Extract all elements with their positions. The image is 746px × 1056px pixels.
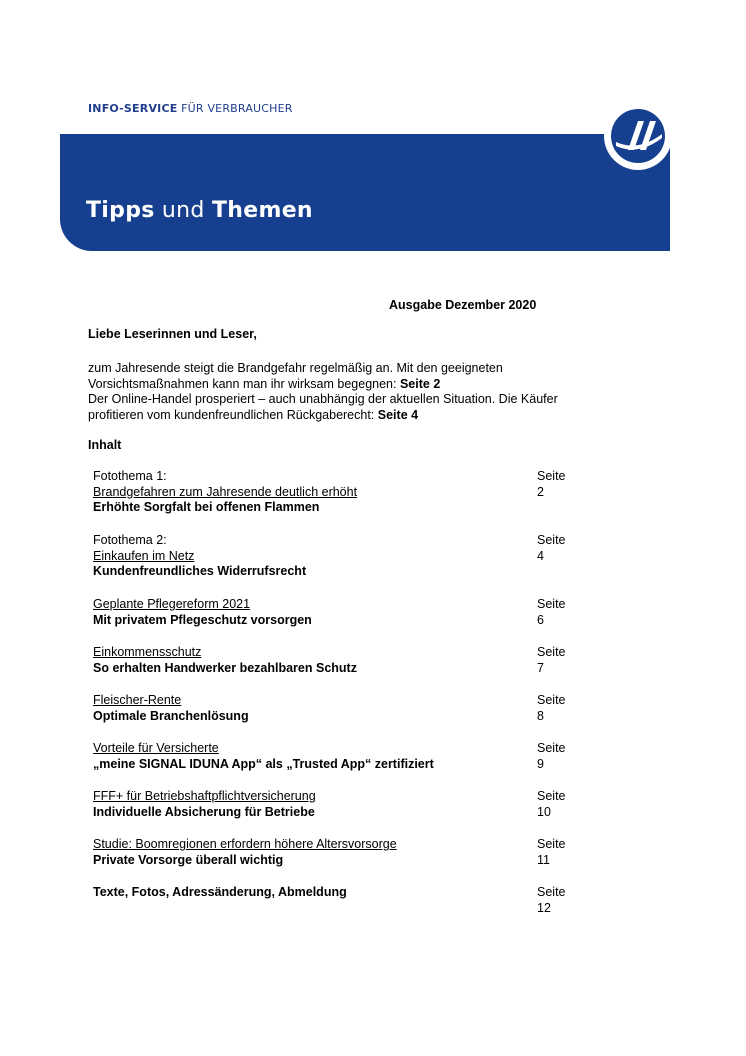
- title-part-1: Tipps: [86, 198, 155, 223]
- toc-link[interactable]: Geplante Pflegereform 2021: [93, 597, 251, 611]
- intro-text: Vorsichtsmaßnahmen kann man ihr wirksam begegnen:: [88, 376, 400, 391]
- toc-page: Seite 4: [537, 533, 566, 563]
- toc-entry: [93, 533, 566, 580]
- toc-page: Seite 2: [537, 469, 566, 499]
- toc-entry: [93, 693, 566, 724]
- greeting: Liebe Leserinnen und Leser,: [88, 327, 257, 341]
- toc-entry: [93, 645, 566, 676]
- contents-heading: Inhalt: [88, 438, 122, 452]
- intro-page-ref: Seite 2: [399, 376, 441, 391]
- toc-subtitle: So erhalten Handwerker bezahlbaren Schutz: [93, 660, 357, 675]
- toc-page: Seite 7: [537, 645, 566, 675]
- toc-subtitle: „meine SIGNAL IDUNA App“ als „Trusted App“ zertifiziert: [93, 756, 434, 771]
- intro-paragraph: [88, 361, 668, 423]
- info-service-label: [88, 102, 293, 115]
- toc-subtitle: Individuelle Absicherung für Betriebe: [93, 804, 315, 819]
- info-service-strong: INFO-SERVICE: [88, 102, 178, 115]
- toc-entry: [93, 741, 566, 772]
- intro-line: [88, 408, 668, 424]
- intro-page-ref: Seite 4: [377, 407, 419, 422]
- toc-entry: [93, 885, 566, 915]
- header-band: [60, 134, 670, 251]
- title-part-2: und: [154, 198, 212, 223]
- intro-line: Der Online-Handel prosperiert – auch unabhängig der aktuellen Situation. Die Käufer: [88, 392, 558, 406]
- toc-subtitle: Private Vorsorge überall wichtig: [93, 852, 284, 867]
- toc-entry: [93, 597, 566, 628]
- toc-page: Seite 6: [537, 597, 566, 627]
- intro-line: [88, 377, 668, 393]
- edition-label: Ausgabe Dezember 2020: [389, 298, 537, 312]
- toc-link[interactable]: Einkaufen im Netz: [93, 548, 195, 563]
- intro-line: zum Jahresende steigt die Brandgefahr regelmäßig an. Mit den geeigneten: [88, 361, 503, 375]
- info-service-rest: FÜR VERBRAUCHER: [177, 102, 293, 115]
- signal-iduna-logo-icon: [602, 100, 674, 172]
- toc-page: Seite 10: [537, 789, 566, 819]
- toc-link[interactable]: Fleischer-Rente: [93, 693, 182, 707]
- toc-page: Seite 12: [537, 885, 566, 915]
- toc-page: Seite 9: [537, 741, 566, 771]
- toc-page: Seite 8: [537, 693, 566, 723]
- toc-link[interactable]: Studie: Boomregionen erfordern höhere Altersvorsorge: [93, 837, 397, 851]
- toc-page: Seite 11: [537, 837, 566, 867]
- intro-text: profitieren vom kundenfreundlichen Rückgaberecht:: [88, 407, 378, 422]
- publication-title: [86, 198, 313, 223]
- toc-entry: [93, 469, 566, 516]
- toc-subtitle: Erhöhte Sorgfalt bei offenen Flammen: [93, 500, 320, 514]
- toc-subtitle: Mit privatem Pflegeschutz vorsorgen: [93, 612, 312, 627]
- toc-subtitle: Optimale Branchenlösung: [93, 708, 249, 723]
- title-part-3: Themen: [211, 198, 313, 223]
- toc-link[interactable]: Vorteile für Versicherte: [93, 741, 219, 755]
- toc-entry: [93, 837, 566, 868]
- toc-link[interactable]: FFF+ für Betriebshaftpflichtversicherung: [93, 789, 316, 803]
- toc-link[interactable]: Brandgefahren zum Jahresende deutlich erhöht: [93, 484, 358, 499]
- toc-link[interactable]: Einkommensschutz: [93, 645, 202, 659]
- toc-entry: [93, 789, 566, 820]
- toc-subtitle: Kundenfreundliches Widerrufsrecht: [93, 564, 307, 578]
- toc-kicker: Fotothema 2:: [93, 533, 167, 547]
- toc-subtitle: Texte, Fotos, Adressänderung, Abmeldung: [93, 885, 347, 899]
- toc-kicker: Fotothema 1:: [93, 469, 167, 483]
